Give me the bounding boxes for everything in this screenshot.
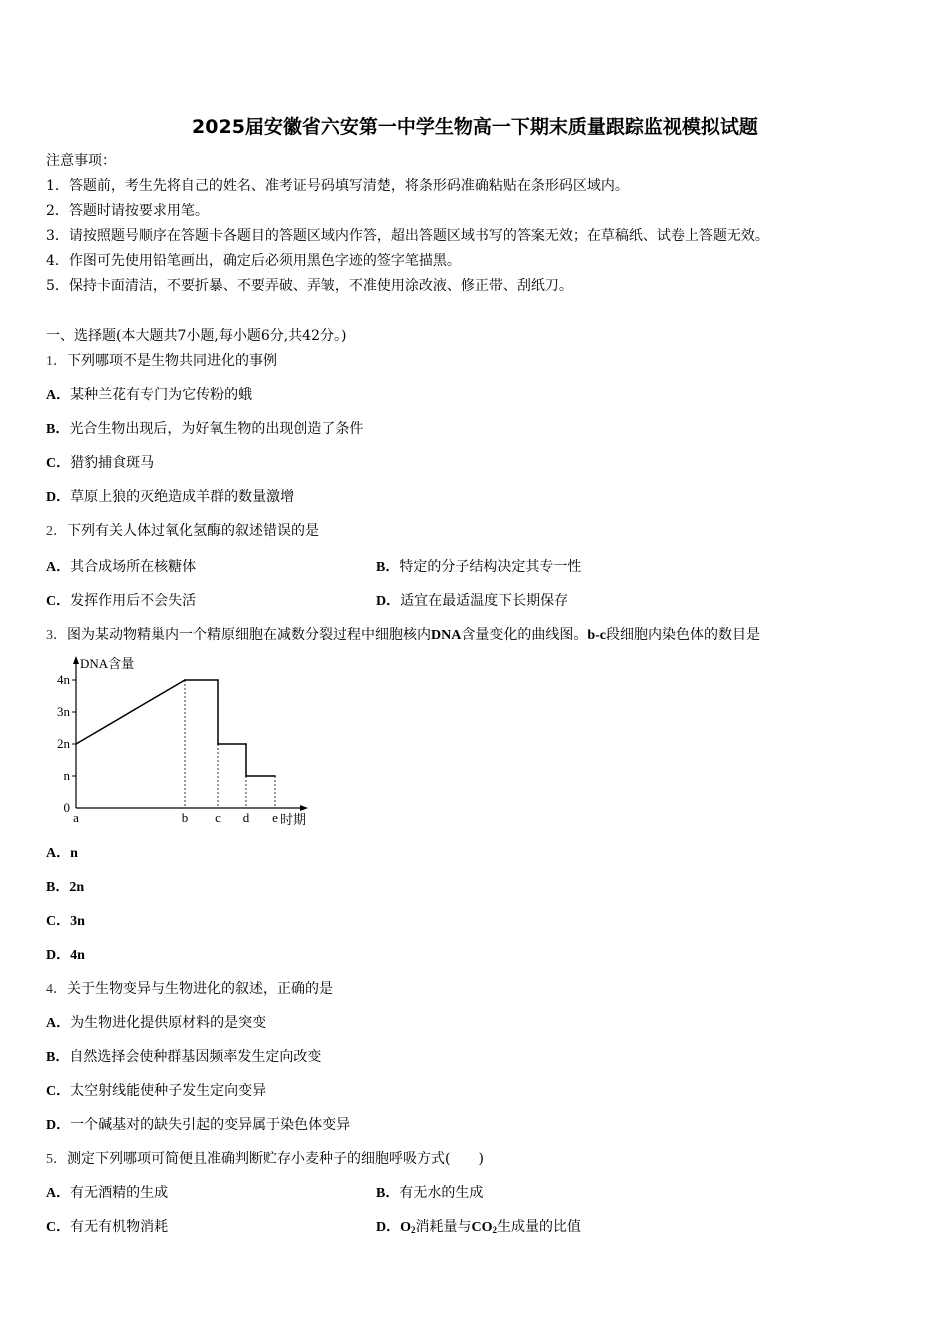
question-number: 2． xyxy=(46,524,67,539)
data-point xyxy=(245,775,247,777)
option-letter: C． xyxy=(46,594,71,609)
option-text: 4n xyxy=(70,948,85,963)
option-text: 消耗量与 xyxy=(415,1219,472,1235)
question-stem xyxy=(46,351,277,372)
option-text: 草原上狼的灭绝造成羊群的数量激增 xyxy=(70,489,295,505)
y-tick-label: n xyxy=(63,768,70,783)
question-text: DNA xyxy=(431,628,462,643)
x-tick-label: a xyxy=(73,810,79,825)
question-text: 下列有关人体过氧化氢酶的叙述错误的是 xyxy=(67,523,319,539)
option-letter: A． xyxy=(46,388,71,403)
question-text: 关于生物变异与生物进化的叙述，正确的是 xyxy=(67,981,333,997)
option-a[interactable] xyxy=(46,557,196,578)
option-letter: A． xyxy=(46,560,71,575)
y-tick-label: 3n xyxy=(57,704,70,719)
option-text: 太空射线能使种子发生定向变异 xyxy=(70,1083,267,1099)
option-d[interactable] xyxy=(46,487,294,508)
x-tick-label: d xyxy=(242,810,250,825)
question-stem xyxy=(46,1149,484,1170)
question-stem xyxy=(46,521,319,542)
option-letter: C． xyxy=(46,1220,71,1235)
option-b[interactable] xyxy=(46,419,363,440)
dna-series-line xyxy=(76,680,275,776)
formula-o2: O xyxy=(400,1220,412,1235)
option-text: 一个碱基对的缺失引起的变异属于染色体变异 xyxy=(70,1117,351,1133)
data-point xyxy=(184,679,186,681)
question-text: 测定下列哪项可简便且准确判断贮存小麦种子的细胞呼吸方式( ) xyxy=(67,1151,484,1167)
option-text: 有无酒精的生成 xyxy=(70,1185,169,1201)
option-b[interactable] xyxy=(376,1183,483,1204)
question-stem xyxy=(46,625,760,646)
notice-item: 3．请按照题号顺序在答题卡各题目的答题区域内作答，超出答题区域书写的答案无效；在草稿纸、试卷上答题无效。 xyxy=(46,228,769,244)
option-c[interactable] xyxy=(46,1217,168,1238)
question-text: 图为某动物精巢内一个精原细胞在减数分裂过程中细胞核内 xyxy=(67,627,431,643)
option-d[interactable] xyxy=(376,591,568,612)
question-number: 3． xyxy=(46,628,67,643)
option-a[interactable] xyxy=(46,385,252,406)
formula-subscript: 2 xyxy=(411,1225,416,1235)
option-b[interactable] xyxy=(376,557,581,578)
formula-co2: CO xyxy=(471,1220,493,1235)
option-letter: D． xyxy=(376,1220,401,1235)
data-point xyxy=(217,679,219,681)
option-text: 有无水的生成 xyxy=(399,1185,484,1201)
option-letter: A． xyxy=(46,1016,71,1031)
option-text: n xyxy=(70,846,78,861)
option-c[interactable] xyxy=(46,591,196,612)
x-tick-label: b xyxy=(181,810,189,825)
notice-heading: 注意事项： xyxy=(46,153,116,169)
question-number: 5． xyxy=(46,1152,67,1167)
question-text: b-c xyxy=(587,628,607,643)
option-b[interactable] xyxy=(46,877,84,898)
option-letter: C． xyxy=(46,456,71,471)
option-letter: C． xyxy=(46,914,71,929)
option-text: 特定的分子结构决定其专一性 xyxy=(399,559,582,575)
option-a[interactable] xyxy=(46,843,78,864)
option-text: 猎豹捕食斑马 xyxy=(70,455,155,471)
x-axis-label: 时期 xyxy=(280,812,307,827)
option-letter: B． xyxy=(46,422,70,437)
x-axis-arrow xyxy=(300,805,308,811)
option-a[interactable] xyxy=(46,1183,168,1204)
x-tick-label: c xyxy=(215,810,221,825)
option-c[interactable] xyxy=(46,911,85,932)
option-letter: B． xyxy=(376,560,400,575)
option-letter: D． xyxy=(376,594,401,609)
data-point xyxy=(274,775,276,777)
option-a[interactable] xyxy=(46,1013,266,1034)
option-text: 其合成场所在核糖体 xyxy=(70,559,197,575)
option-letter: A． xyxy=(46,846,71,861)
x-tick-label: e xyxy=(272,810,278,825)
option-letter: B． xyxy=(376,1186,400,1201)
option-text: 适宜在最适温度下长期保存 xyxy=(400,593,569,609)
question-number: 1． xyxy=(46,354,67,369)
option-letter: D． xyxy=(46,490,71,505)
option-d[interactable] xyxy=(376,1217,581,1240)
question-text: 下列哪项不是生物共同进化的事例 xyxy=(67,353,277,369)
option-text: 2n xyxy=(69,880,85,895)
notice-item: 1．答题前，考生先将自己的姓名、准考证号码填写清楚，将条形码准确粘贴在条形码区域内。 xyxy=(46,178,629,194)
data-point xyxy=(245,743,247,745)
dna-content-chart xyxy=(40,650,330,830)
option-text: 某种兰花有专门为它传粉的蛾 xyxy=(70,387,253,403)
option-c[interactable] xyxy=(46,1081,266,1102)
formula-subscript: 2 xyxy=(492,1225,498,1235)
option-d[interactable] xyxy=(46,1115,350,1136)
y-tick-label: 4n xyxy=(57,672,70,687)
question-number: 4． xyxy=(46,982,67,997)
question-stem xyxy=(46,979,333,1000)
option-text: 光合生物出现后，为好氧生物的出现创造了条件 xyxy=(69,421,364,437)
option-letter: D． xyxy=(46,948,71,963)
option-letter: C． xyxy=(46,1084,71,1099)
notice-item: 2．答题时请按要求用笔。 xyxy=(46,203,209,219)
notice-item: 5．保持卡面清洁，不要折暴、不要弄破、弄皱，不准使用涂改液、修正带、刮纸刀。 xyxy=(46,278,573,294)
option-text: 有无有机物消耗 xyxy=(70,1219,169,1235)
question-text: 含量变化的曲线图。 xyxy=(461,627,588,643)
option-c[interactable] xyxy=(46,453,154,474)
option-text: 自然选择会使种群基因频率发生定向改变 xyxy=(69,1049,322,1065)
y-axis-label: DNA含量 xyxy=(80,656,135,671)
data-point xyxy=(75,743,77,745)
y-axis-arrow xyxy=(73,656,79,664)
y-tick-label: 0 xyxy=(63,800,70,815)
notice-item: 4．作图可先使用铅笔画出，确定后必须用黑色字迹的签字笔描黑。 xyxy=(46,253,461,269)
option-b[interactable] xyxy=(46,1047,321,1068)
y-tick-label: 2n xyxy=(57,736,70,751)
option-d[interactable] xyxy=(46,945,85,966)
option-letter: A． xyxy=(46,1186,71,1201)
option-letter: D． xyxy=(46,1118,71,1133)
option-letter: B． xyxy=(46,880,70,895)
option-text: 为生物进化提供原材料的是突变 xyxy=(70,1015,267,1031)
option-letter: B． xyxy=(46,1050,70,1065)
data-point xyxy=(217,743,219,745)
section-heading: 一、选择题(本大题共7小题,每小题6分,共42分。) xyxy=(46,328,347,344)
question-text: 段细胞内染色体的数目是 xyxy=(606,627,761,643)
option-text: 生成量的比值 xyxy=(497,1219,582,1235)
option-text: 3n xyxy=(70,914,85,929)
option-text: 发挥作用后不会失活 xyxy=(70,593,197,609)
page-title: 2025届安徽省六安第一中学生物高一下期末质量跟踪监视模拟试题 xyxy=(192,116,758,138)
